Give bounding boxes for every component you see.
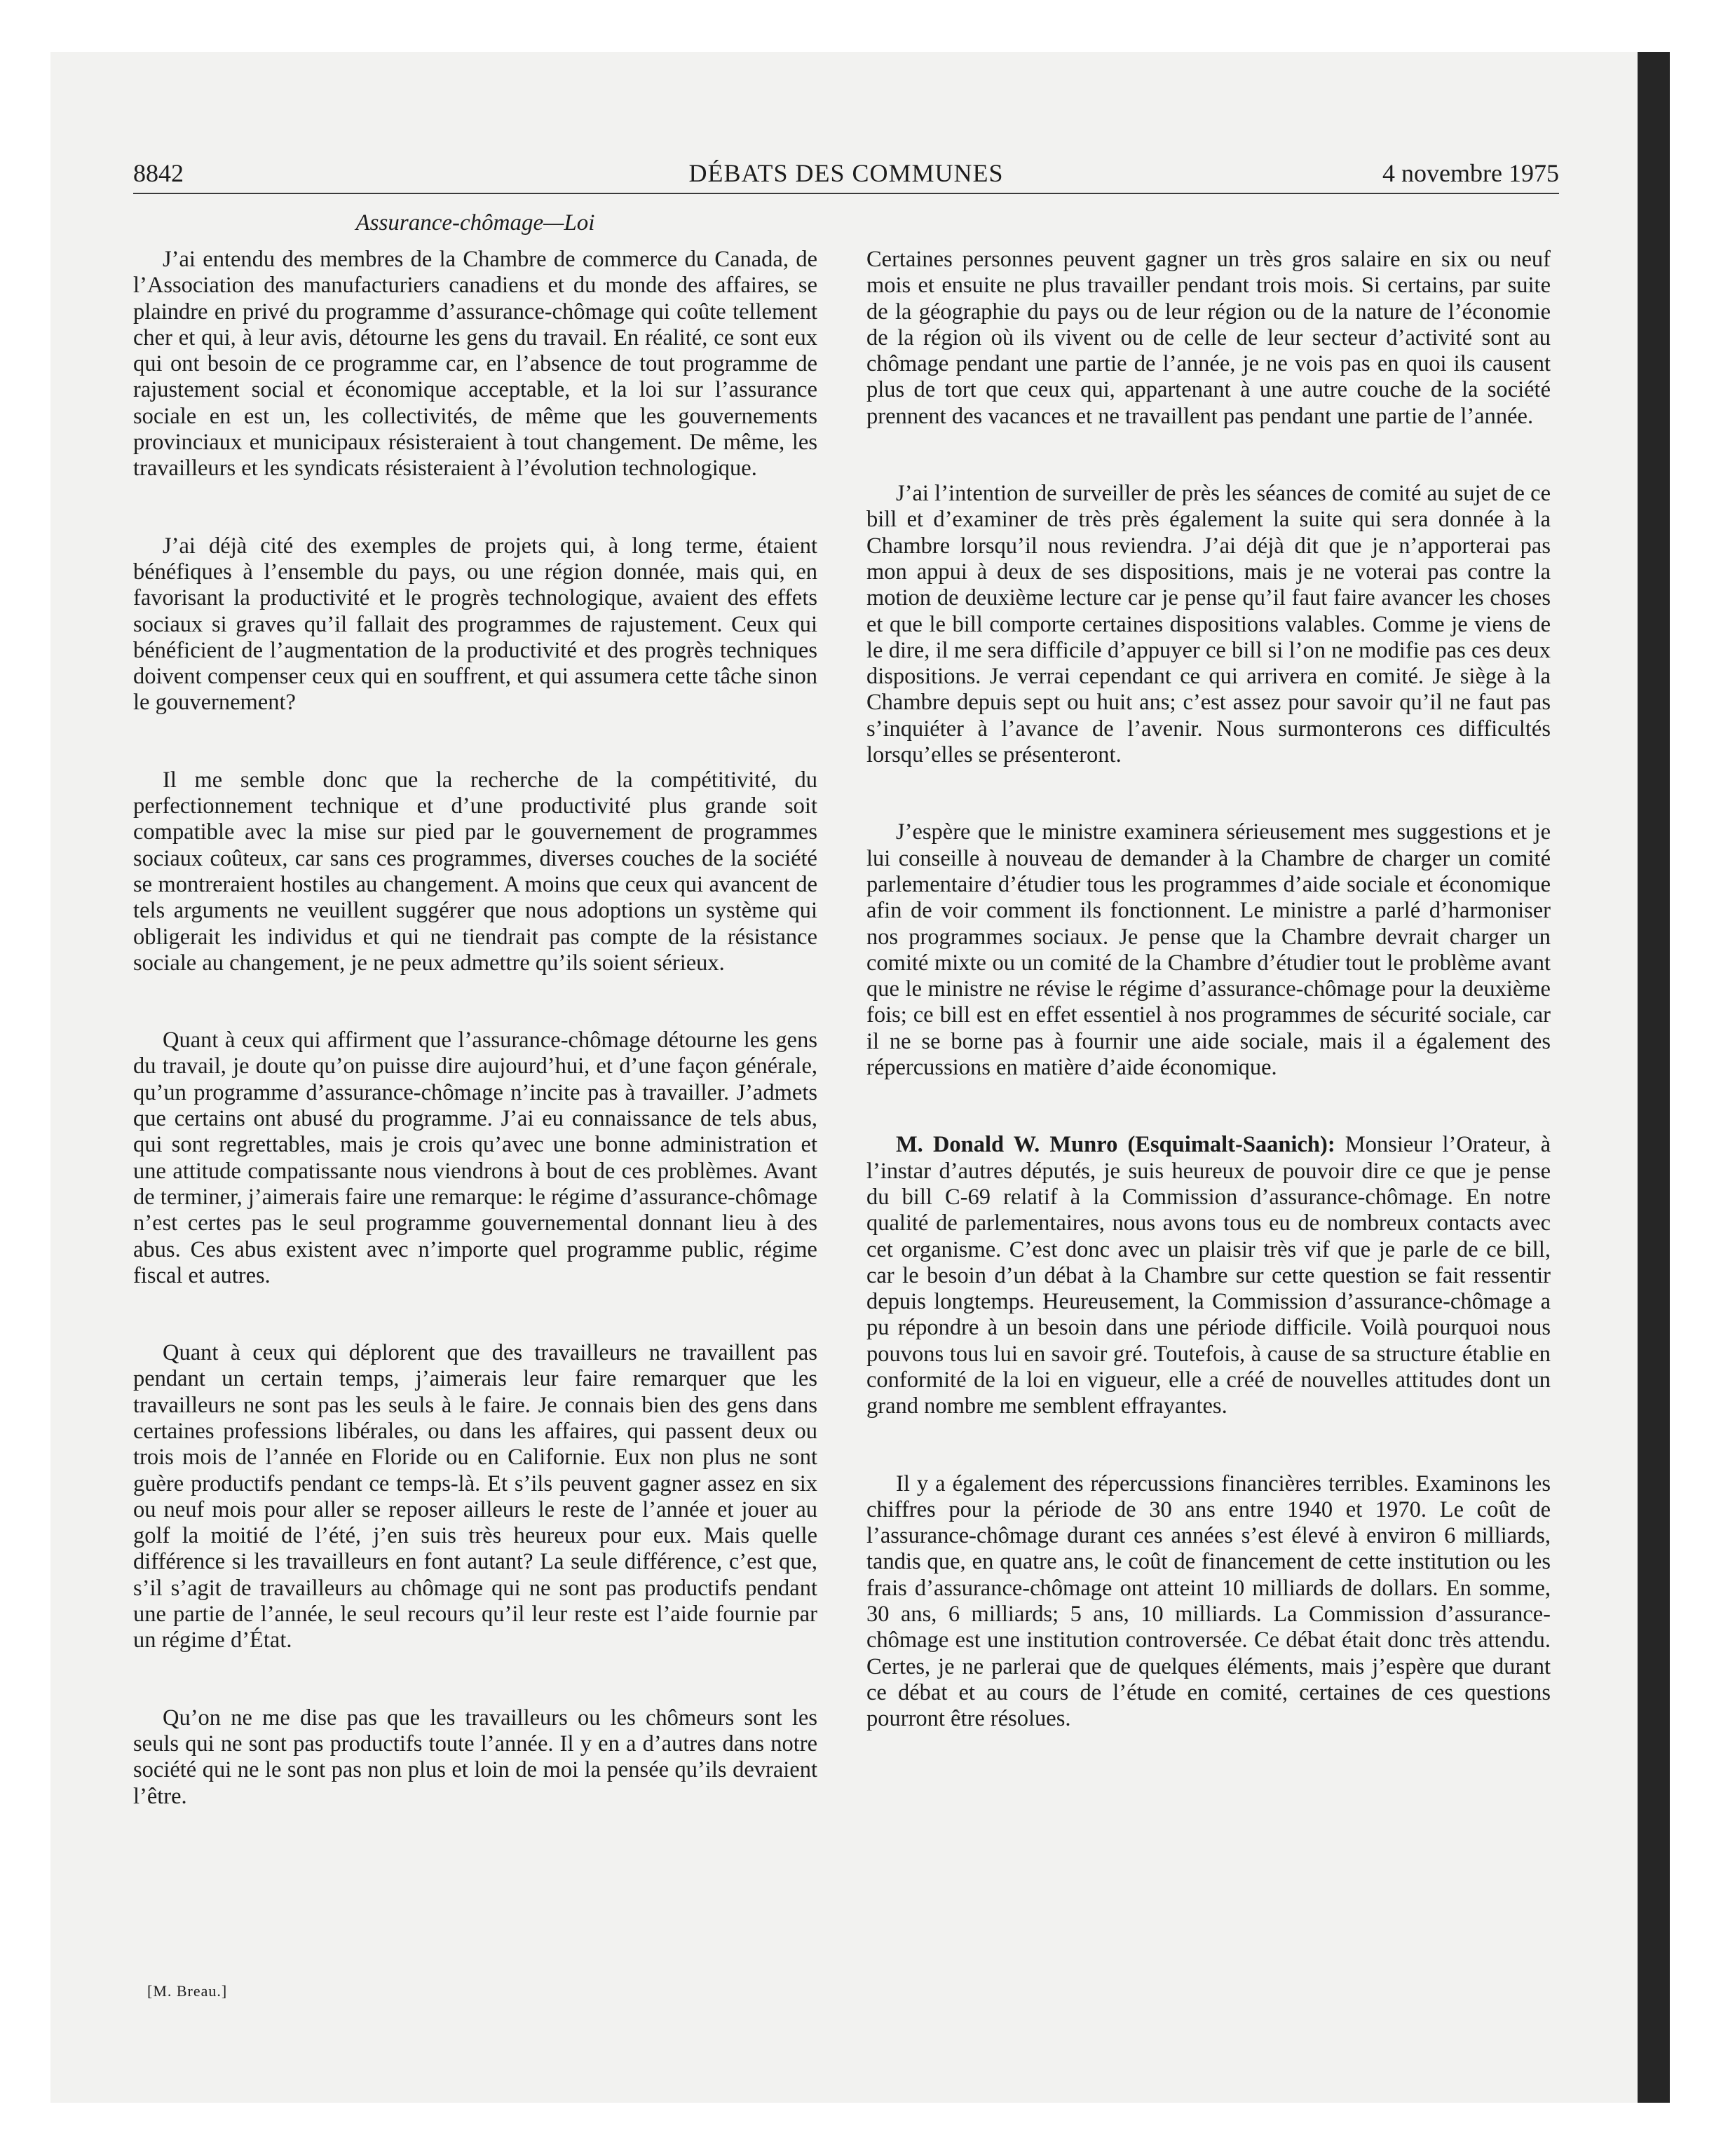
- paragraph: J’ai l’intention de surveiller de près les séances de comité au sujet de ce bill et d’examiner de très près également la suite qui sera donnée à la Chambre lorsqu’il nous reviendra. J’ai déjà dit que je n’apporterai pas mon appui à deux de ses dispositions, mais je ne voterai pas contre la motion de deuxième lecture car je pense qu’il faut faire avancer les choses et que le bill comporte certaines dispositions valables. Comme je viens de le dire, il me sera difficile d’appuyer ce bill si l’on ne modifie pas ces deux dispositions. Je verrai cependant ce qui arrivera en comité. Je siège à la Chambre depuis sept ou huit ans; c’est assez pour savoir qu’il ne faut pas s’inquiéter à l’avance de l’avenir. Nous surmonterons ces difficultés lorsqu’elles se présenteront.: [866, 481, 1551, 768]
- right-column: [866, 247, 1551, 1784]
- continued-paragraph: Certaines personnes peuvent gagner un très gros salaire en six ou neuf mois et ensuite ne plus travailler pendant trois mois. Si certains, par suite de la géographie du pays ou de leur région ou de la nature de l’économie de la région où ils vivent ou de celle de leur secteur d’activité sont au chômage pendant une partie de l’année, je ne vois pas en quoi ils causent plus de tort que ceux qui, appartenant à une autre couche de la société prennent des vacances et ne travaillent pas pendant une partie de l’année.: [866, 247, 1551, 429]
- paragraph: Quant à ceux qui affirment que l’assurance-chômage détourne les gens du travail, je doute qu’on puisse dire aujourd’hui, et d’une façon générale, qu’un programme d’assurance-chômage n’incite pas à travailler. J’admets que certains ont abusé du programme. J’ai eu connaissance de tels abus, qui sont regrettables, mais je crois qu’avec une bonne administration et une attitude compatissante nous viendrons à bout de ces problèmes. Avant de terminer, j’aimerais faire une remarque: le régime d’assurance-chômage n’est certes pas le seul programme gouvernemental donnant lieu à des abus. Ces abus existent avec n’importe quel programme public, régime fiscal et autres.: [133, 1028, 817, 1288]
- paragraph: Qu’on ne me dise pas que les travailleurs ou les chômeurs sont les seuls qui ne sont pas productifs toute l’année. Il y en a d’autres dans notre société qui ne le sont pas non plus et loin de moi la pensée qu’ils devraient l’être.: [133, 1705, 817, 1809]
- speech-paragraph: [866, 1132, 1551, 1419]
- speech-text: Monsieur l’Orateur, à l’instar d’autres députés, je suis heureux de pouvoir dire ce que je pense du bill C-69 relatif à la Commission d’assurance-chômage. En notre qualité de parlementaires, nous avons tous eu de nombreux contacts avec cet organisme. C’est donc avec un plaisir très vif que je parle de ce bill, car le besoin d’un débat à la Chambre sur cette question se fait ressentir depuis longtemps. Heureusement, la Commission d’assurance-chômage a pu répondre à un besoin dans une période difficile. Voilà pourquoi nous pouvons tous lui en savoir gré. Toutefois, à cause de sa structure établie en conformité de la loi en vigueur, elle a créé de nouvelles attitudes dont un grand nombre me semblent effrayantes.: [866, 1132, 1551, 1419]
- page-number: 8842: [133, 159, 184, 187]
- paragraph: J’espère que le ministre examinera sérieusement mes suggestions et je lui conseille à nouveau de demander à la Chambre de charger un comité parlementaire d’étudier tous les programmes d’aide sociale et économique afin de voir comment ils fonctionnent. Le ministre a parlé d’harmoniser nos programmes sociaux. Je pense que la Chambre devrait charger un comité mixte ou un comité de la Chambre d’étudier tout le problème avant que le ministre ne révise le régime d’assurance-chômage pour la deuxième fois; ce bill est en effet essentiel à nos programmes de sécurité sociale, car il ne se borne pas à fournir une aide sociale, mais il a également des répercussions en matière d’aide économique.: [866, 819, 1551, 1081]
- paragraph: J’ai entendu des membres de la Chambre de commerce du Canada, de l’Association des manufacturiers canadiens et du monde des affaires, se plaindre en privé du programme d’assurance-chômage qui coûte tellement cher et qui, à leur avis, détourne les gens du travail. En réalité, ce sont eux qui ont besoin de ce programme car, en l’absence de tout programme de rajustement social et économique acceptable, et la loi sur l’assurance sociale en est un, les collectivités, de même que les gouvernements provinciaux et municipaux résisteraient à tout changement. De même, les travailleurs et les syndicats résisteraient à l’évolution technologique.: [133, 247, 817, 482]
- page-header: [133, 158, 1559, 198]
- left-column: [133, 247, 817, 1861]
- subject-heading: Assurance-chômage—Loi: [355, 210, 595, 236]
- header-rule: [133, 193, 1559, 194]
- paragraph: Il y a également des répercussions financières terribles. Examinons les chiffres pour la période de 30 ans entre 1940 et 1970. Le coût de l’assurance-chômage durant ces années s’est élevé à environ 6 milliards, tandis que, en quatre ans, le coût de financement de cette institution ou les frais d’assurance-chômage ont atteint 10 milliards de dollars. En somme, 30 ans, 6 milliards; 5 ans, 10 milliards. La Commission d’assurance-chômage est une institution controversée. Ce débat était donc très attendu. Certes, je ne parlerai que de quelques éléments, mais j’espère que durant ce débat et au cours de l’étude en comité, certaines de ces questions pourront être résolues.: [866, 1471, 1551, 1732]
- paragraph: Il me semble donc que la recherche de la compétitivité, du perfectionnement technique et d’une productivité plus grande soit compatible avec la mise sur pied par le gouvernement de programmes sociaux coûteux, car sans ces programmes, diverses couches de la société se montreraient hostiles au changement. A moins que ceux qui avancent de tels arguments ne veuillent suggérer que nous adoptions un système qui obligerait les individus et qui ne tiendrait pas compte de la résistance sociale au changement, je ne peux admettre qu’ils soient sérieux.: [133, 767, 817, 976]
- paragraph: J’ai déjà cité des exemples de projets qui, à long terme, étaient bénéfiques à l’ensemble du pays, ou une région donnée, mais qui, en favorisant la productivité et le progrès technologique, avaient des effets sociaux si graves qu’il fallait des programmes de rajustement. Ceux qui bénéficient de l’augmentation de la productivité et des progrès techniques doivent compenser ceux qui en souffrent, et qui assumera cette tâche sinon le gouvernement?: [133, 533, 817, 716]
- scan-edge: [1638, 52, 1670, 2103]
- paragraph: Quant à ceux qui déplorent que des travailleurs ne travaillent pas pendant un certain temps, j’aimerais leur faire remarquer que les travailleurs ne sont pas les seuls à le faire. Je connais bien des gens dans certaines professions libérales, ou dans les affaires, qui passent deux ou trois mois de l’année en Floride ou en Californie. Eux non plus ne sont guère productifs pendant ce temps-là. Et s’ils peuvent gagner assez en six ou neuf mois pour aller se reposer ailleurs le reste de l’année et jouer au golf la moitié de l’été, j’en suis très heureux pour eux. Mais quelle différence si les travailleurs en font autant? La seule différence, c’est que, s’il s’agit de travailleurs au chômage qui ne sont pas productifs pendant une partie de l’année, le seul recours qu’il leur reste est l’aide fournie par un régime d’État.: [133, 1340, 817, 1653]
- publication-title: DÉBATS DES COMMUNES: [688, 159, 1004, 187]
- page-date: 4 novembre 1975: [1382, 159, 1559, 187]
- speaker-name: M. Donald W. Munro (Esquimalt-Saanich):: [896, 1132, 1335, 1158]
- speaker-signature: [M. Breau.]: [147, 1982, 228, 2000]
